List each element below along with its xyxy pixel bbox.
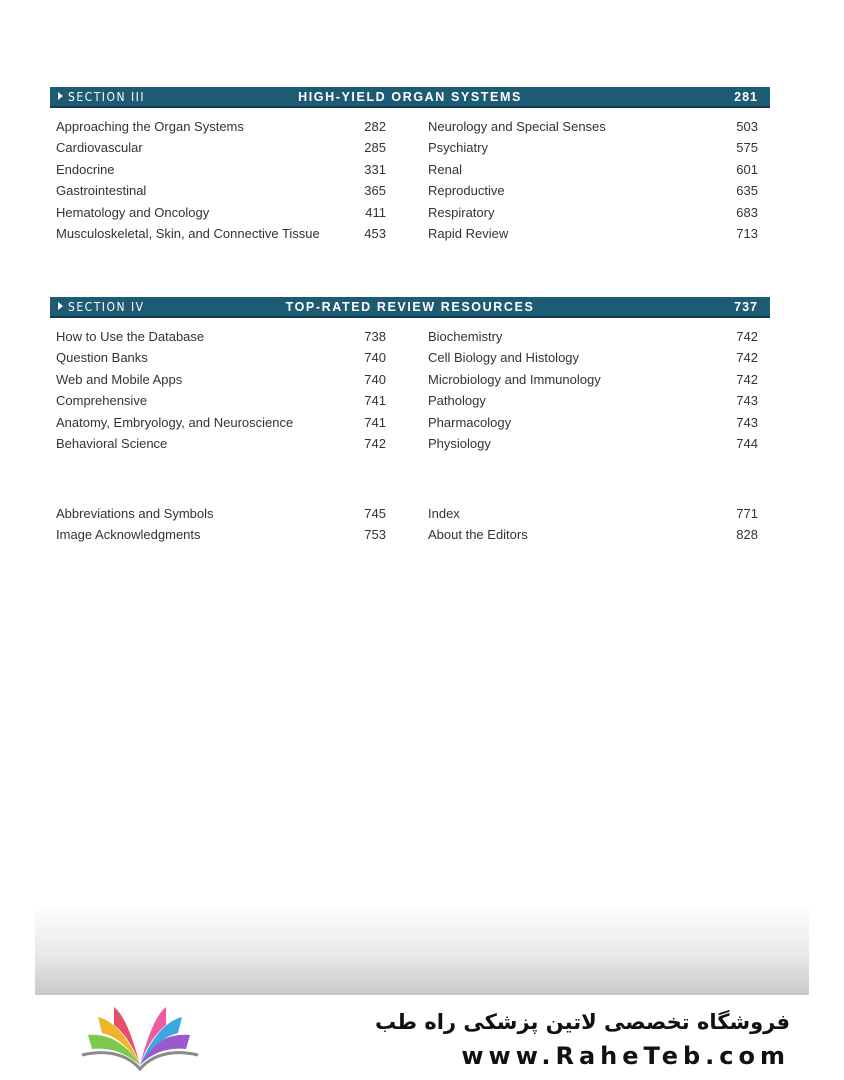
website-url[interactable]: www.RaheTeb.com — [461, 1042, 790, 1070]
section-iv-right-column — [428, 326, 758, 454]
toc-entry[interactable] — [428, 137, 758, 158]
toc-entry[interactable] — [56, 223, 386, 244]
toc-page: 753 — [364, 527, 386, 543]
toc-title: Physiology — [428, 435, 491, 451]
toc-page: 740 — [364, 350, 386, 366]
toc-title: Microbiology and Immunology — [428, 371, 601, 387]
toc-entry[interactable] — [428, 159, 758, 180]
section-iii-left-column — [56, 116, 386, 244]
toc-title: Biochemistry — [428, 329, 503, 344]
toc-title: Hematology and Oncology — [56, 204, 210, 220]
toc-page: 575 — [736, 140, 758, 156]
toc-entry[interactable] — [428, 369, 758, 390]
toc-page: 742 — [736, 371, 758, 387]
toc-entry[interactable] — [56, 503, 386, 524]
toc-title: Pathology — [428, 393, 486, 409]
toc-page: 635 — [736, 183, 758, 199]
toc-entry[interactable] — [56, 524, 386, 545]
toc-page: 331 — [364, 161, 386, 177]
toc-page: 828 — [736, 527, 758, 543]
section-label-text: SECTION IV — [68, 300, 145, 314]
watermark-banner — [0, 995, 844, 1080]
section-page: 281 — [734, 90, 758, 104]
toc-page: 738 — [364, 329, 386, 344]
toc-entry[interactable] — [428, 326, 758, 347]
toc-entry[interactable] — [428, 390, 758, 411]
toc-entry[interactable] — [56, 137, 386, 158]
toc-page: 744 — [736, 435, 758, 451]
toc-title: Behavioral Science — [56, 435, 168, 451]
toc-page: 743 — [736, 393, 758, 409]
toc-entry[interactable] — [56, 347, 386, 368]
toc-entry[interactable] — [56, 433, 386, 454]
toc-title: Rapid Review — [428, 225, 509, 241]
section-iv-left-column — [56, 326, 386, 454]
toc-title: Pharmacology — [428, 414, 512, 430]
section-page: 737 — [734, 300, 758, 314]
toc-page: 740 — [364, 371, 386, 387]
toc-page: 741 — [364, 414, 386, 430]
toc-title: Reproductive — [428, 183, 505, 199]
toc-title: Gastrointestinal — [56, 183, 147, 199]
toc-title: Respiratory — [428, 204, 495, 220]
toc-entry[interactable] — [428, 180, 758, 201]
toc-title: Approaching the Organ Systems — [56, 119, 244, 134]
toc-title: Psychiatry — [428, 140, 488, 156]
toc-page: 742 — [364, 435, 386, 451]
section-title: HIGH-YIELD ORGAN SYSTEMS — [298, 90, 522, 104]
toc-page: 503 — [736, 119, 758, 134]
toc-entry[interactable] — [428, 223, 758, 244]
toc-entry[interactable] — [428, 412, 758, 433]
toc-title: Anatomy, Embryology, and Neuroscience — [56, 414, 294, 430]
backmatter-left-column — [56, 503, 386, 546]
toc-page: 713 — [736, 225, 758, 241]
toc-title: Web and Mobile Apps — [56, 371, 183, 387]
toc-title: About the Editors — [428, 527, 528, 543]
toc-entry[interactable] — [56, 412, 386, 433]
toc-title: Cell Biology and Histology — [428, 350, 580, 366]
toc-title: Index — [428, 506, 460, 521]
toc-title: How to Use the Database — [56, 329, 205, 344]
toc-page: 282 — [364, 119, 386, 134]
toc-entry[interactable] — [428, 347, 758, 368]
toc-title: Question Banks — [56, 350, 148, 366]
toc-page: 742 — [736, 350, 758, 366]
open-book-rainbow-icon — [78, 1005, 203, 1073]
toc-entry[interactable] — [56, 326, 386, 347]
toc-entry[interactable] — [56, 159, 386, 180]
toc-page: 285 — [364, 140, 386, 156]
toc-page: 742 — [736, 329, 758, 344]
toc-page: 683 — [736, 204, 758, 220]
toc-entry[interactable] — [428, 433, 758, 454]
toc-page: 771 — [736, 506, 758, 521]
backmatter-right-column — [428, 503, 758, 546]
toc-entry[interactable] — [56, 202, 386, 223]
toc-entry[interactable] — [428, 202, 758, 223]
toc-title: Neurology and Special Senses — [428, 119, 606, 134]
toc-title: Renal — [428, 161, 462, 177]
section-iii-right-column — [428, 116, 758, 244]
toc-entry[interactable] — [56, 180, 386, 201]
toc-page: 365 — [364, 183, 386, 199]
toc-title: Endocrine — [56, 161, 115, 177]
toc-entry[interactable] — [428, 503, 758, 524]
section-iii-header — [50, 87, 770, 108]
toc-page: 411 — [365, 204, 386, 220]
toc-entry[interactable] — [56, 369, 386, 390]
page-bottom-shadow — [35, 905, 809, 995]
toc-title: Abbreviations and Symbols — [56, 506, 214, 521]
toc-entry[interactable] — [428, 116, 758, 137]
section-iv-header — [50, 297, 770, 318]
section-title: TOP-RATED REVIEW RESOURCES — [285, 300, 535, 314]
toc-entry[interactable] — [56, 116, 386, 137]
section-label-text: SECTION III — [68, 90, 146, 104]
toc-entry[interactable] — [56, 390, 386, 411]
toc-page: 741 — [364, 393, 386, 409]
toc-page: 743 — [736, 414, 758, 430]
toc-page: 453 — [364, 225, 386, 241]
toc-entry[interactable] — [428, 524, 758, 545]
toc-title: Comprehensive — [56, 393, 148, 409]
toc-title: Cardiovascular — [56, 140, 143, 156]
toc-page: 601 — [736, 161, 758, 177]
toc-title: Image Acknowledgments — [56, 527, 201, 543]
persian-store-name: فروشگاه تخصصی لاتین پزشکی راه طب — [375, 1010, 790, 1034]
toc-title: Musculoskeletal, Skin, and Connective Tissue — [56, 225, 320, 241]
toc-page: 745 — [364, 506, 386, 521]
